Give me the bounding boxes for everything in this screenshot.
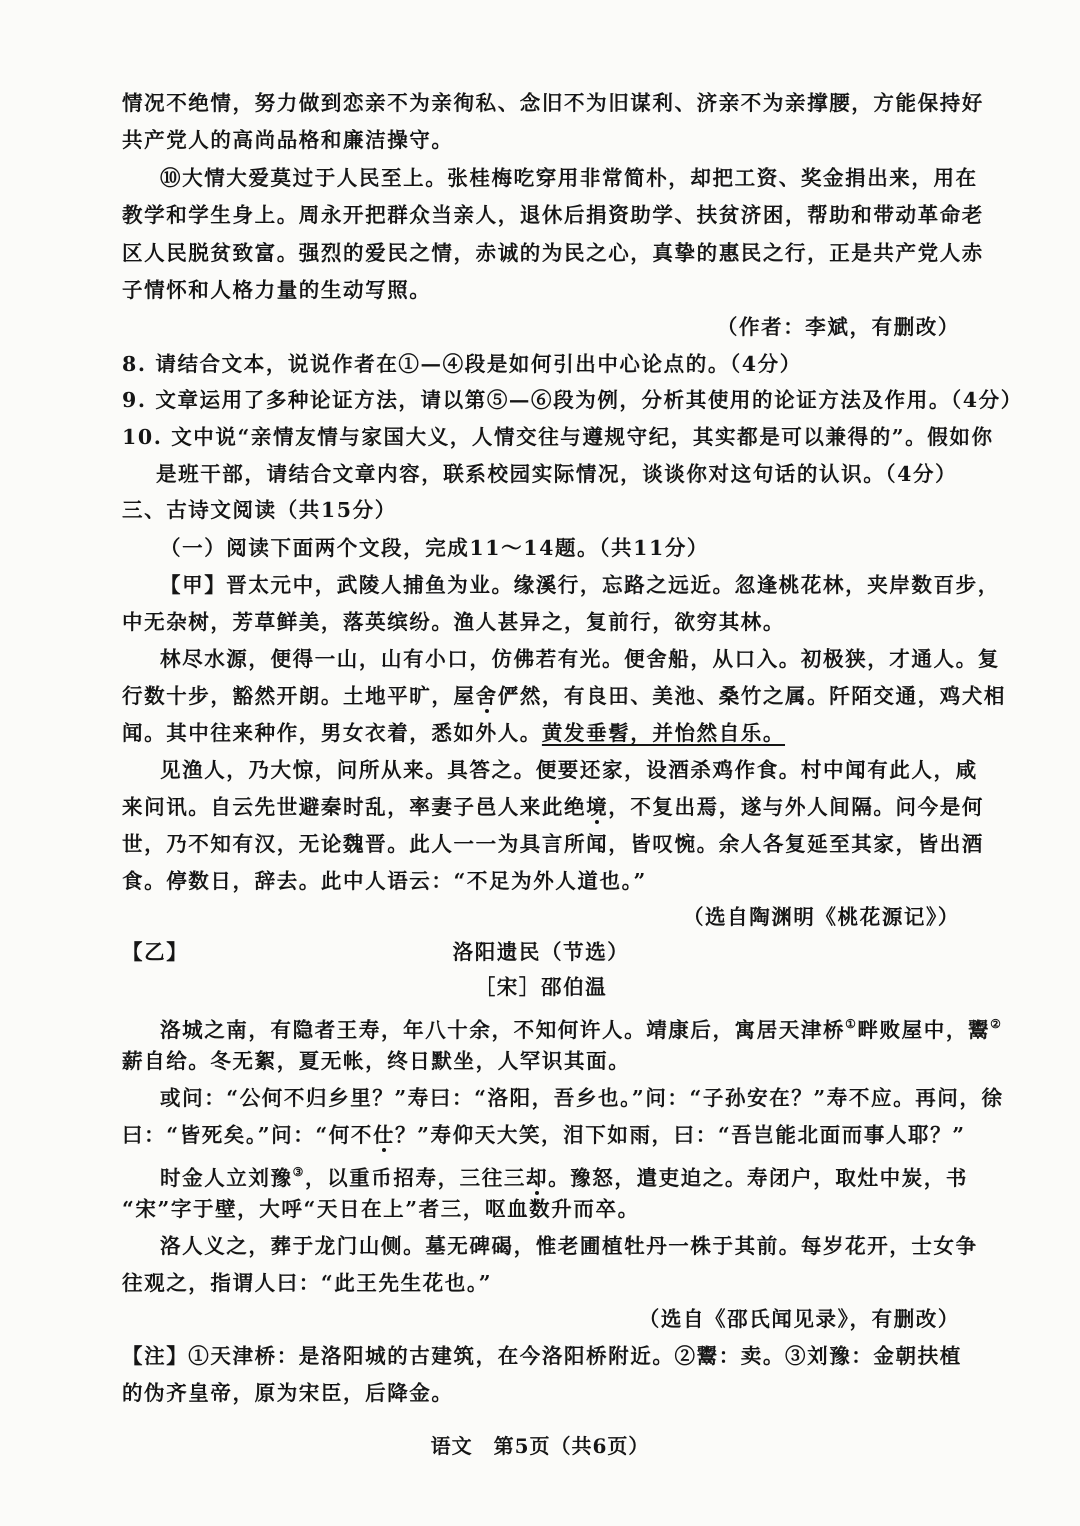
emphasis-dot-char: 境 <box>586 795 609 819</box>
yi-source: （选自《邵氏闻见录》，有删改） <box>638 1307 960 1331</box>
article-line: 教学和学生身上。周永开把群众当亲人，退休后捐资助学、扶贫济困，帮助和带动革命老 <box>122 203 984 227</box>
jia-line: 闻。其中往来种作，男女衣着，悉如外人。黄发垂髫，并怡然自乐。 <box>122 721 786 745</box>
yi-line: 洛城之南，有隐者王寿，年八十余，不知何许人。靖康后，寓居天津桥①畔败屋中，鬻② <box>160 1017 1003 1042</box>
article-line: 情况不绝情，努力做到恋亲不为亲徇私、念旧不为旧谋利、济亲不为亲撑腰，方能保持好 <box>122 91 984 115</box>
yi-line: 薪自给。冬无絮，夏无帐，终日默坐，人罕识其面。 <box>122 1049 631 1073</box>
yi-label: 【乙】 <box>122 940 189 964</box>
yi-line: 洛人义之，葬于龙门山侧。墓无碑碣，惟老圃植牡丹一株于其前。每岁花开，士女争 <box>160 1234 978 1258</box>
jia-line: 行数十步，豁然开朗。土地平旷，屋舍俨然，有良田、美池、桑竹之属。阡陌交通，鸡犬相 <box>122 684 1007 708</box>
question-9: 9. 文章运用了多种论证方法，请以第⑤—⑥段为例，分析其使用的论证方法及作用。（4分） <box>122 388 1023 412</box>
jia-source: （选自陶渊明《桃花源记》） <box>682 905 960 929</box>
underlined-sentence: 黄发垂髫，并怡然自乐。 <box>541 721 786 745</box>
article-line: 子情怀和人格力量的生动写照。 <box>122 278 432 302</box>
jia-line: 世，乃不知有汉，无论魏晋。此人一一为具言所闻，皆叹惋。余人各复延至其家，皆出酒 <box>122 832 984 856</box>
emphasis-dot-char: 却 <box>525 1166 549 1190</box>
article-line: ⑩大情大爱莫过于人民至上。张桂梅吃穿用非常简朴，却把工资、奖金捐出来，用在 <box>160 166 978 190</box>
jia-line: 中无杂树，芳草鲜美，落英缤纷。渔人甚异之，复前行，欲穷其林。 <box>122 610 785 634</box>
yi-line: 曰：“皆死矣。”问：“何不仕？”寿仰天大笑，泪下如雨，曰：“吾岂能北面而事人耶？” <box>122 1123 966 1147</box>
yi-line: 时金人立刘豫③，以重币招寿，三往三却。豫怒，遣吏迫之。寿闭户，取灶中炭，书 <box>160 1165 968 1190</box>
yi-line: 往观之，指谓人曰：“此王先生花也。” <box>122 1271 493 1295</box>
article-line: 共产党人的高尚品格和廉洁操守。 <box>122 128 454 152</box>
jia-line: 食。停数日，辞去。此中人语云：“不足为外人道也。” <box>122 869 647 893</box>
question-10: 10. 文中说“亲情友情与家国大义，人情交往与遵规守纪，其实都是可以兼得的”。假如你 <box>122 425 994 449</box>
yi-line: 或问：“公何不归乡里？”寿曰：“洛阳，吾乡也。”问：“子孙安在？”寿不应。再问，徐 <box>160 1086 1004 1110</box>
jia-line: 来问讯。自云先世避秦时乱，率妻子邑人来此绝境，不复出焉，遂与外人间隔。问今是何 <box>122 795 984 819</box>
notes-line: 【注】①天津桥：是洛阳城的古建筑，在今洛阳桥附近。②鬻：卖。③刘豫：金朝扶植 <box>122 1344 962 1368</box>
notes-line: 的伪齐皇帝，原为宋臣，后降金。 <box>122 1381 454 1405</box>
jia-line: 【甲】晋太元中，武陵人捕鱼为业。缘溪行，忘路之远近。忽逢桃花林，夹岸数百步， <box>160 573 1000 597</box>
jia-line: 见渔人，乃大惊，问所从来。具答之。便要还家，设酒杀鸡作食。村中闻有此人，咸 <box>160 758 978 782</box>
section-title: 三、古诗文阅读（共15分） <box>122 498 397 522</box>
emphasis-dot-char: 舍 <box>475 684 498 708</box>
article-line: 区人民脱贫致富。强烈的爱民之情，赤诚的为民之心，真挚的惠民之行，正是共产党人赤 <box>122 241 984 265</box>
yi-author: ［宋］邵伯温 <box>474 975 608 999</box>
page-footer: 语文 第5页（共6页） <box>430 1434 650 1458</box>
question-10-cont: 是班干部，请结合文章内容，联系校园实际情况，谈谈你对这句话的认识。（4分） <box>156 462 958 486</box>
article-source: （作者：李斌，有删改） <box>716 315 960 339</box>
yi-line: “宋”字于壁，大呼“天日在上”者三，呕血数升而卒。 <box>122 1197 640 1221</box>
emphasis-dot-char: 仕 <box>372 1123 396 1147</box>
subsection-title: （一）阅读下面两个文段，完成11～14题。（共11分） <box>160 536 710 560</box>
yi-title: 洛阳遗民（节选） <box>452 940 630 964</box>
question-8: 8. 请结合文本，说说作者在①—④段是如何引出中心论点的。（4分） <box>122 352 802 376</box>
jia-line: 林尽水源，便得一山，山有小口，仿佛若有光。便舍船，从口入。初极狭，才通人。复 <box>160 647 1000 671</box>
